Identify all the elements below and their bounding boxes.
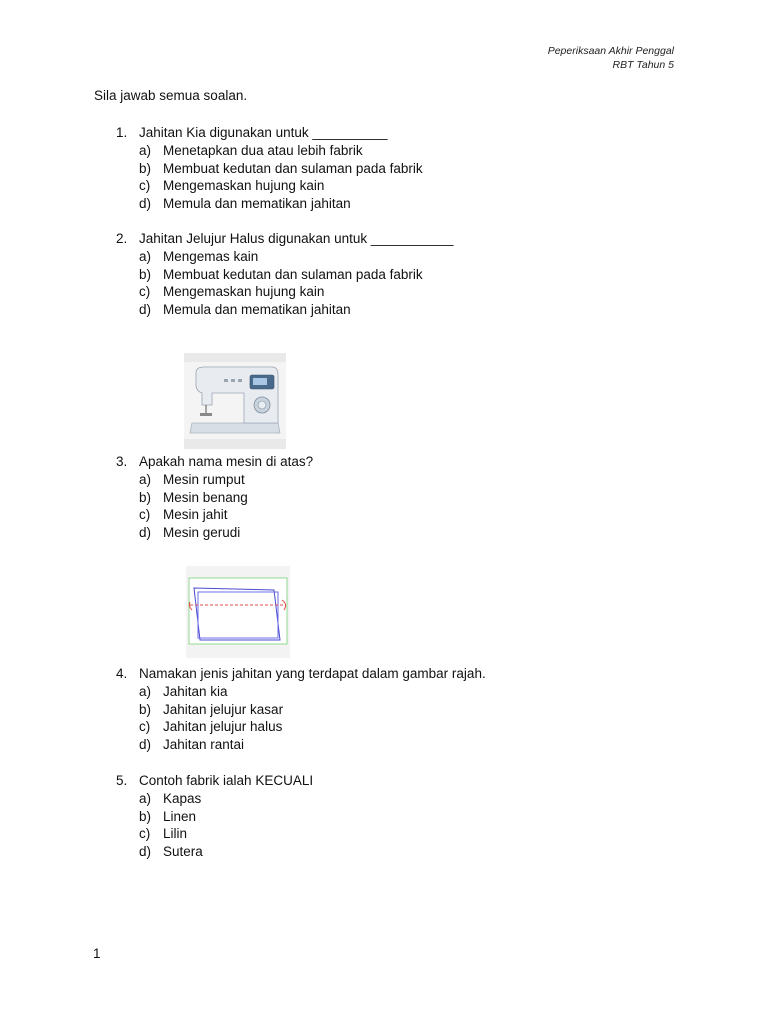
stitch-diagram — [186, 566, 290, 658]
header-exam-title: Peperiksaan Akhir Penggal — [547, 45, 674, 57]
question-4 — [116, 665, 486, 754]
question-3 — [116, 453, 313, 542]
option-d: d) Jahitan rantai — [139, 737, 245, 753]
question-text: Jahitan Kia digunakan untuk __________ — [139, 125, 388, 140]
question-5 — [116, 772, 313, 861]
question-2 — [116, 230, 454, 319]
option-d: d) Memula dan mematikan jahitan — [139, 302, 351, 318]
option-b: b) Membuat kedutan dan sulaman pada fabrik — [139, 266, 423, 282]
option-b: b) Linen — [139, 808, 197, 824]
option-a: a) Jahitan kia — [139, 683, 228, 699]
question-number: 1. — [116, 125, 128, 140]
question-text: Jahitan Jelujur Halus digunakan untuk ___________ — [139, 231, 454, 246]
question-number: 2. — [116, 231, 128, 246]
instruction-text: Sila jawab semua soalan. — [94, 88, 248, 103]
option-b: b) Jahitan jelujur kasar — [139, 701, 284, 717]
question-1 — [116, 124, 423, 213]
option-c: c) Jahitan jelujur halus — [139, 719, 283, 735]
option-d: d) Memula dan mematikan jahitan — [139, 196, 351, 212]
option-c: c) Mengemaskan hujung kain — [139, 178, 325, 194]
header-subject: RBT Tahun 5 — [612, 59, 674, 71]
option-c: c) Mesin jahit — [139, 507, 228, 523]
question-number: 4. — [116, 666, 128, 681]
sewing-machine-image — [184, 353, 286, 449]
option-a: a) Menetapkan dua atau lebih fabrik — [139, 142, 363, 158]
option-a: a) Mesin rumput — [139, 471, 245, 487]
option-c: c) Lilin — [139, 826, 188, 842]
question-number: 3. — [116, 454, 128, 469]
page-number: 1 — [93, 946, 101, 961]
option-d: d) Sutera — [139, 844, 203, 860]
option-d: d) Mesin gerudi — [139, 525, 241, 541]
option-c: c) Mengemaskan hujung kain — [139, 284, 325, 300]
option-a: a) Mengemas kain — [139, 248, 259, 264]
option-b: b) Membuat kedutan dan sulaman pada fabrik — [139, 160, 423, 176]
option-a: a) Kapas — [139, 790, 202, 806]
question-number: 5. — [116, 773, 128, 788]
option-b: b) Mesin benang — [139, 489, 248, 505]
question-text: Namakan jenis jahitan yang terdapat dalam gambar rajah. — [139, 666, 486, 681]
question-text: Contoh fabrik ialah KECUALI — [139, 773, 314, 788]
page-header — [548, 44, 674, 72]
question-text: Apakah nama mesin di atas? — [139, 454, 314, 469]
